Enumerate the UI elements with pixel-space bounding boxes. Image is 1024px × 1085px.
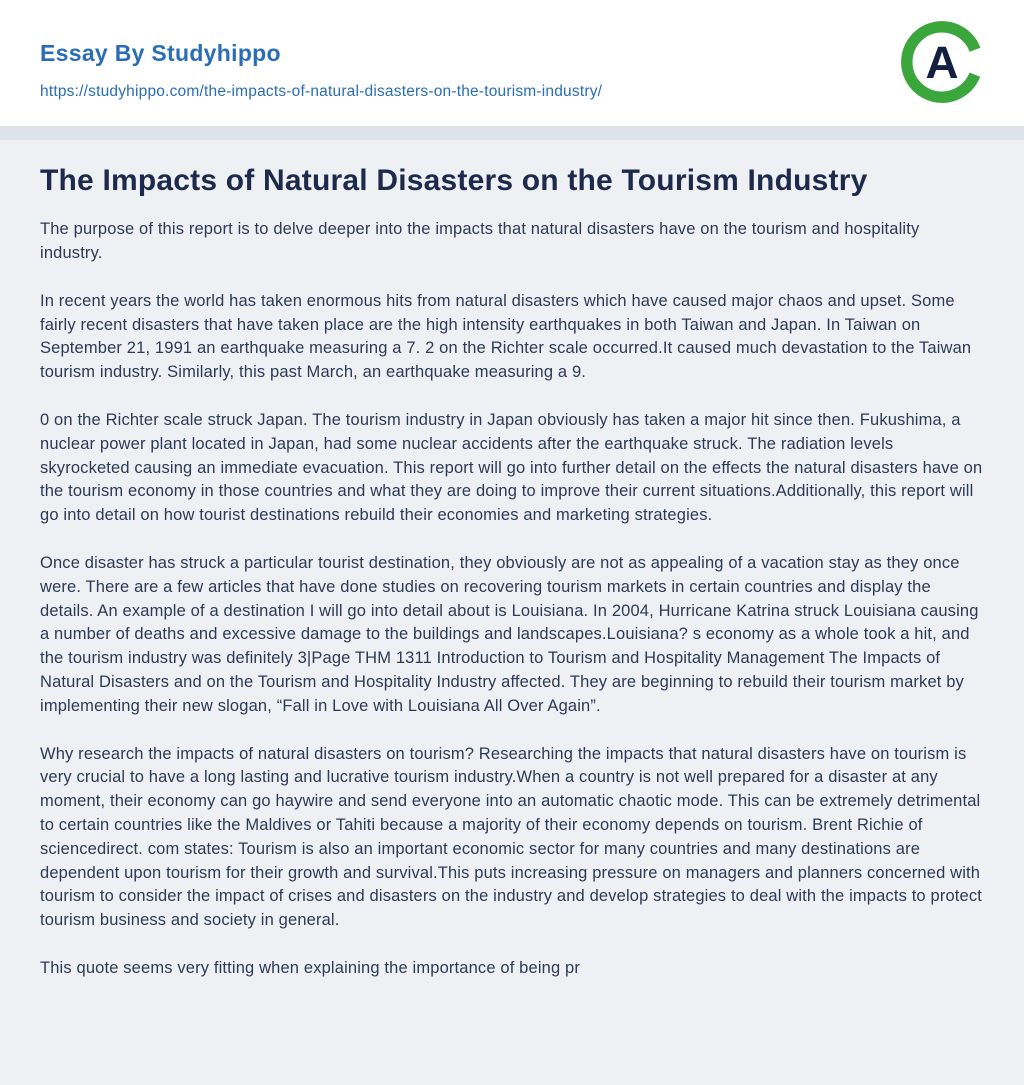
paragraph: Once disaster has struck a particular tourist destination, they obviously are not as appealing of a vacation stay as they once were. There are a few articles that have done studies on recovering tourism markets in certain countries and display the details. An example of a destination I will go into detail about is Louisiana. In 2004, Hurricane Katrina struck Louisiana causing a number of deaths and excessive damage to the buildings and landscapes.Louisiana? s economy as a whole took a hit, and the tourism industry was definitely 3|Page THM 1311 Introduction to Tourism and Hospitality Management The Impacts of Natural Disasters and on the Tourism and Hospitality Industry affected. They are beginning to rebuild their tourism market by implementing their new slogan, “Fall in Love with Louisiana All Over Again”. <box>40 553 979 715</box>
studyhippo-logo[interactable] <box>898 18 986 106</box>
site-title: Essay By Studyhippo <box>40 40 281 66</box>
page-header <box>0 0 1024 126</box>
paragraph: This quote seems very fitting when explaining the importance of being pr <box>40 958 581 977</box>
paragraph: The purpose of this report is to delve deeper into the impacts that natural disasters have on the tourism and hospitality industry. <box>40 220 920 262</box>
paragraph: 0 on the Richter scale struck Japan. The tourism industry in Japan obviously has taken a major hit since then. Fukushima, a nuclear power plant located in Japan, had some nuclear accidents after the earthquake struck. The radiation levels skyrocketed causing an immediate evacuation. This report will go into further detail on the effects the natural disasters have on the tourism economy in those countries and what they are doing to improve their current situations.Additionally, this report will go into detail on how tourist destinations rebuild their economies and marketing strategies. <box>40 410 983 525</box>
paragraph: Why research the impacts of natural disasters on tourism? Researching the impacts that natural disasters have on tourism is very crucial to have a long lasting and lucrative tourism industry.When a country is not well prepared for a disaster at any moment, their economy can go haywire and send everyone into an automatic chaotic mode. This can be extremely detrimental to certain countries like the Maldives or Tahiti because a majority of their economy depends on tourism. Brent Richie of sciencedirect. com states: Tourism is also an important economic sector for many countries and many destinations are dependent upon tourism for their growth and survival.This puts increasing pressure on managers and planners concerned with tourism to consider the impact of crises and disasters on the industry and develop strategies to deal with the impacts to protect tourism business and society in general. <box>40 744 982 930</box>
logo-icon <box>898 18 986 106</box>
article-body <box>40 218 984 981</box>
logo-letter: A <box>925 36 959 88</box>
paragraph: In recent years the world has taken enormous hits from natural disasters which have caused major chaos and upset. Some fairly recent disasters that have taken place are the high intensity earthquakes in both Taiwan and Japan. In Taiwan on September 21, 1991 an earthquake measuring a 7. 2 on the Richter scale occurred.It caused much devastation to the Taiwan tourism industry. Similarly, this past March, an earthquake measuring a 9. <box>40 291 972 382</box>
article-title: The Impacts of Natural Disasters on the Tourism Industry <box>40 164 868 197</box>
article <box>0 140 1024 1085</box>
site-url-link[interactable]: https://studyhippo.com/the-impacts-of-natural-disasters-on-the-tourism-industry/ <box>40 83 603 100</box>
header-divider <box>0 126 1024 140</box>
